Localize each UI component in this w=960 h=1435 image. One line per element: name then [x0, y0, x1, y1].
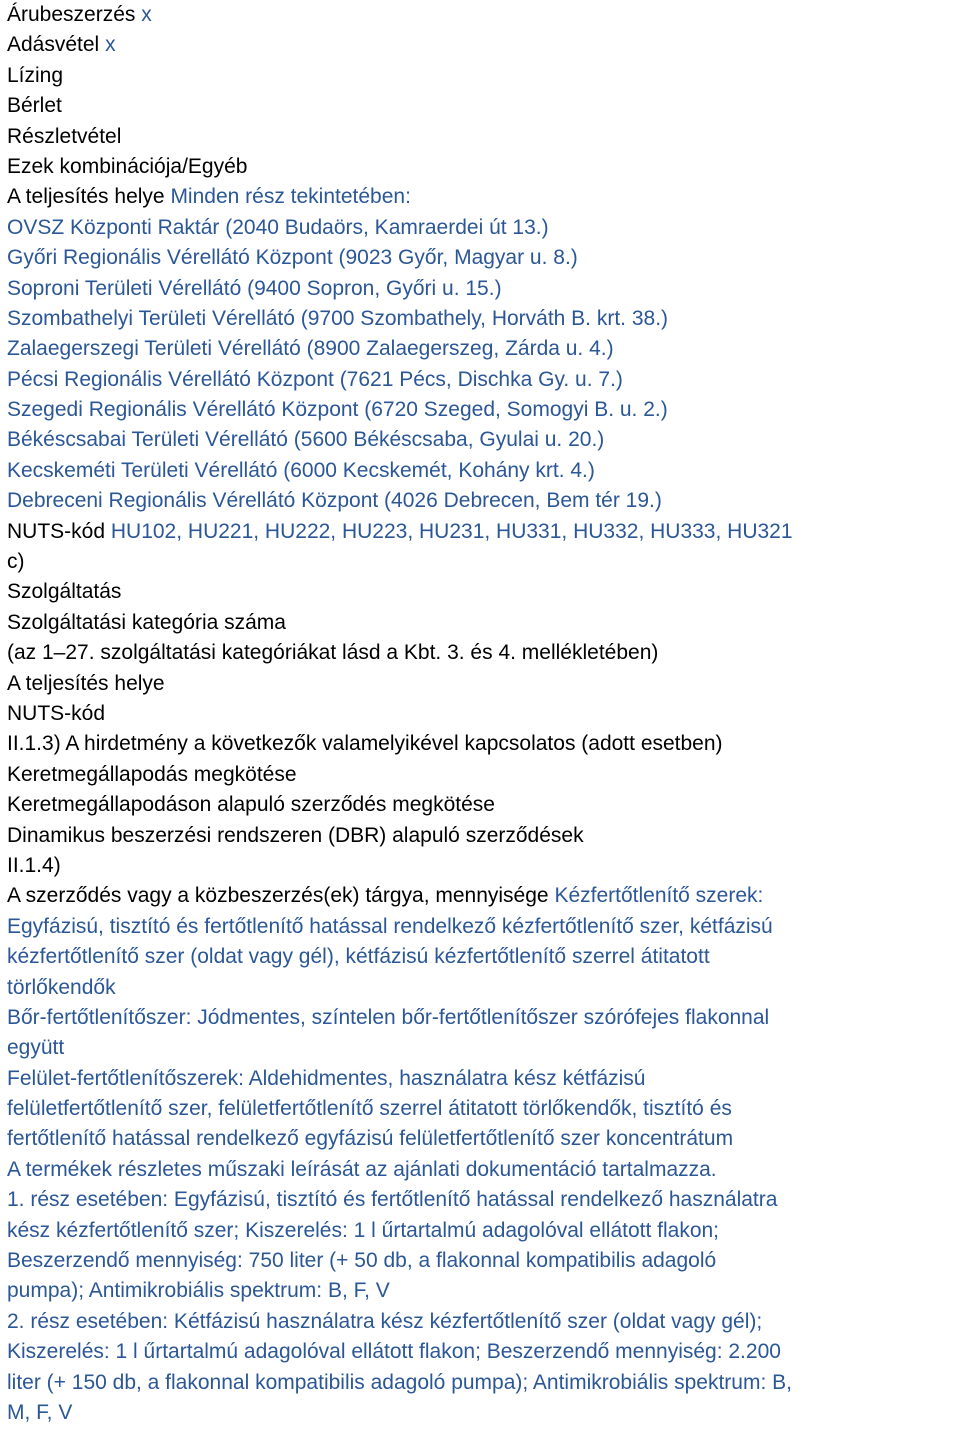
field-value: kézfertőtlenítő szer (oldat vagy gél), kétfázisú kézfertőtlenítő szerrel átitatott [7, 945, 710, 969]
text-line [7, 881, 957, 911]
field-value: Bőr-fertőtlenítőszer: Jódmentes, színtelen bőr-fertőtlenítőszer szórófejes flakonnal [7, 1005, 770, 1029]
text-line [7, 912, 957, 942]
text-line [7, 0, 957, 30]
field-value: Kecskeméti Területi Vérellátó (6000 Kecskemét, Kohány krt. 4.) [7, 458, 595, 482]
text-line [7, 304, 957, 334]
text-line [7, 729, 957, 759]
text-line [7, 1337, 957, 1367]
field-value: M, F, V [7, 1400, 73, 1424]
field-value: Kiszerelés: 1 l űrtartalmú adagolóval ellátott flakon; Beszerzendő mennyiség: 2.200 [7, 1340, 781, 1364]
field-value: x [105, 33, 116, 57]
field-value: kész kézfertőtlenítő szer; Kiszerelés: 1 l űrtartalmú adagolóval ellátott flakon; [7, 1218, 720, 1242]
text-line [7, 790, 957, 820]
text-line [7, 1033, 957, 1063]
text-line [7, 395, 957, 425]
text-line [7, 182, 957, 212]
field-label: Árubeszerzés [7, 3, 142, 26]
field-label: II.1.3) A hirdetmény a következők valamelyikével kapcsolatos (adott esetben) [7, 732, 723, 756]
field-value: Egyfázisú, tisztító és fertőtlenítő hatással rendelkező kézfertőtlenítő szer, kétfázisú [7, 914, 773, 938]
field-value: együtt [7, 1036, 65, 1060]
text-line [7, 517, 957, 547]
text-line [7, 699, 957, 729]
field-value: Zalaegerszegi Területi Vérellátó (8900 Zalaegerszeg, Zárda u. 4.) [7, 337, 614, 361]
field-value: A termékek részletes műszaki leírását az ajánlati dokumentáció tartalmazza. [7, 1157, 717, 1181]
text-line [7, 274, 957, 304]
field-label: NUTS-kód [7, 701, 106, 725]
field-value: törlőkendők [7, 975, 116, 999]
field-value: Soproni Területi Vérellátó (9400 Sopron, Győri u. 15.) [7, 276, 502, 300]
field-value: fertőtlenítő hatással rendelkező egyfázisú felületfertőtlenítő szer koncentrátum [7, 1127, 734, 1151]
text-line [7, 365, 957, 395]
field-value: Minden rész tekintetében: [170, 185, 411, 209]
field-label: NUTS-kód [7, 519, 111, 543]
field-value: liter (+ 150 db, a flakonnal kompatibilis adagoló pumpa); Antimikrobiális spektrum: B, [7, 1370, 792, 1394]
field-value: Szegedi Regionális Vérellátó Központ (6720 Szeged, Somogyi B. u. 2.) [7, 398, 668, 422]
text-line [7, 1398, 957, 1428]
field-label: Részletvétel [7, 124, 122, 148]
text-line [7, 1368, 957, 1398]
field-value: felületfertőtlenítő szer, felületfertőtlenítő szerrel átitatott törlőkendők, tisztító és [7, 1097, 732, 1121]
field-value: Felület-fertőtlenítőszerek: Aldehidmentes, használatra kész kétfázisú [7, 1066, 646, 1090]
text-line [7, 1155, 957, 1185]
text-line [7, 638, 957, 668]
text-line [7, 1185, 957, 1215]
text-line [7, 91, 957, 121]
field-value: Győri Regionális Vérellátó Központ (9023 Győr, Magyar u. 8.) [7, 246, 578, 270]
text-line [7, 334, 957, 364]
text-line [7, 577, 957, 607]
field-label: Szolgáltatás [7, 580, 122, 604]
field-value: HU102, HU221, HU222, HU223, HU231, HU331, HU332, HU333, HU321 [110, 519, 793, 543]
text-line [7, 608, 957, 638]
field-label: A teljesítés helye [7, 185, 171, 209]
field-label: c) [7, 550, 25, 574]
field-value: 2. rész esetében: Kétfázisú használatra kész kézfertőtlenítő szer (oldat vagy gél); [7, 1309, 763, 1333]
text-line [7, 851, 957, 881]
text-line [7, 1064, 957, 1094]
field-value: Békéscsabai Területi Vérellátó (5600 Békéscsaba, Gyulai u. 20.) [7, 428, 605, 452]
field-label: Lízing [7, 63, 64, 87]
field-label: Adásvétel [7, 33, 106, 57]
text-line [7, 1216, 957, 1246]
field-value: OVSZ Központi Raktár (2040 Budaörs, Kamraerdei út 13.) [7, 215, 549, 239]
text-line [7, 1003, 957, 1033]
field-label: Bérlet [7, 94, 62, 118]
field-value: Kézfertőtlenítő szerek: [554, 884, 764, 908]
field-label: Keretmegállapodáson alapuló szerződés megkötése [7, 793, 495, 817]
text-line [7, 152, 957, 182]
text-line [7, 547, 957, 577]
text-line [7, 821, 957, 851]
text-line [7, 1276, 957, 1306]
field-label: Dinamikus beszerzési rendszeren (DBR) alapuló szerződések [7, 823, 584, 847]
text-line [7, 973, 957, 1003]
text-line [7, 30, 957, 60]
field-label: A teljesítés helye [7, 671, 165, 695]
field-value: Debreceni Regionális Vérellátó Központ (4026 Debrecen, Bem tér 19.) [7, 489, 662, 513]
text-line [7, 61, 957, 91]
text-line [7, 942, 957, 972]
field-value: Beszerzendő mennyiség: 750 liter (+ 50 db, a flakonnal kompatibilis adagoló [7, 1249, 717, 1273]
text-line [7, 1124, 957, 1154]
field-label: II.1.4) [7, 853, 61, 877]
field-label: Szolgáltatási kategória száma [7, 610, 286, 634]
field-label: (az 1–27. szolgáltatási kategóriákat lásd a Kbt. 3. és 4. mellékletében) [7, 641, 659, 665]
text-line [7, 243, 957, 273]
field-label: A szerződés vagy a közbeszerzés(ek) tárgya, mennyisége [7, 884, 555, 908]
text-line [7, 425, 957, 455]
field-value: Szombathelyi Területi Vérellátó (9700 Szombathely, Horváth B. krt. 38.) [7, 306, 669, 330]
field-value: 1. rész esetében: Egyfázisú, tisztító és fertőtlenítő hatással rendelkező használatra [7, 1188, 778, 1212]
text-line [7, 486, 957, 516]
field-value: Pécsi Regionális Vérellátó Központ (7621 Pécs, Dischka Gy. u. 7.) [7, 367, 623, 391]
text-line [7, 1307, 957, 1337]
text-line [7, 213, 957, 243]
text-line [7, 122, 957, 152]
field-label: Ezek kombinációja/Egyéb [7, 154, 248, 178]
text-line [7, 1094, 957, 1124]
text-line [7, 1246, 957, 1276]
text-line [7, 760, 957, 790]
text-line [7, 669, 957, 699]
text-line [7, 456, 957, 486]
field-value: x [141, 3, 152, 26]
document-body [7, 0, 957, 1428]
field-value: pumpa); Antimikrobiális spektrum: B, F, V [7, 1279, 390, 1303]
field-label: Keretmegállapodás megkötése [7, 762, 297, 786]
